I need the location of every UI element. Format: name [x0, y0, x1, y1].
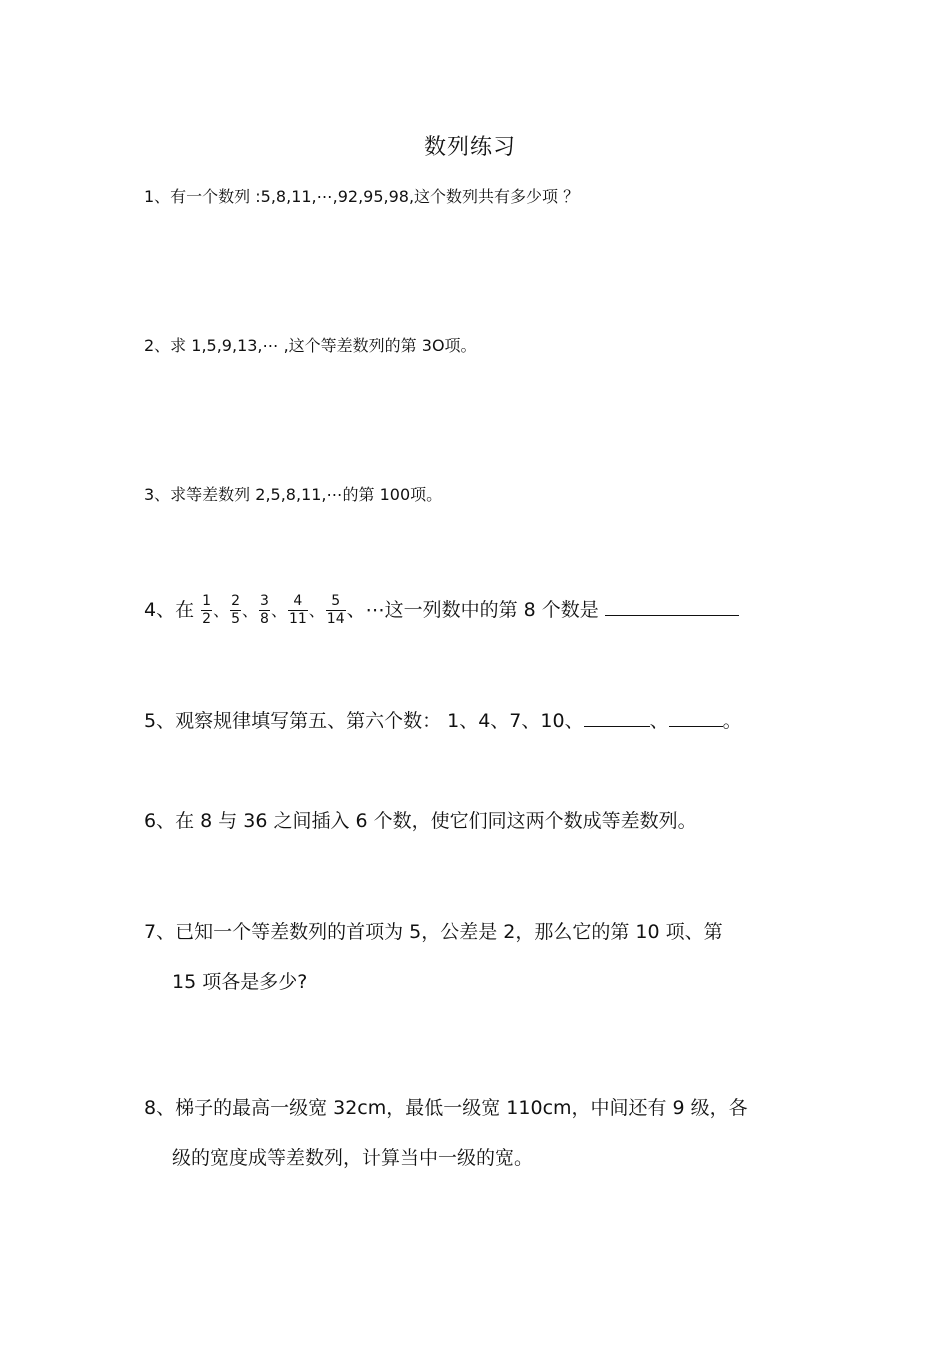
fraction-2: $\frac{2}{5}$ [231, 593, 240, 627]
fraction-4: $\frac{4}{11}$ [288, 593, 307, 627]
answer-blank-6[interactable] [669, 708, 723, 727]
fraction-separator: 、 [270, 601, 287, 620]
answer-blank-5[interactable] [584, 708, 650, 727]
fraction-5: $\frac{5}{14}$ [326, 593, 345, 627]
fraction-3: $\frac{3}{8}$ [260, 593, 269, 627]
fraction-separator: 、 [213, 601, 230, 620]
question-4-prefix: 4、在 [144, 599, 195, 621]
question-4-suffix: 、⋯这一列数中的第 8 个数是 [346, 599, 599, 621]
question-6: 6、在 8 与 36 之间插入 6 个数，使它们同这两个数成等差数列。 [144, 810, 697, 832]
question-5-mid: 、 [649, 710, 669, 732]
question-8-line-1: 8、梯子的最高一级宽 32cm，最低一级宽 110cm，中间还有 9 级，各 [144, 1097, 748, 1119]
fraction-separator: 、 [308, 601, 325, 620]
fraction-1: $\frac{1}{2}$ [202, 593, 212, 627]
question-4 [144, 593, 739, 628]
question-3: 3、求等差数列 2,5,8,11,⋯的第 100项。 [144, 485, 443, 504]
question-7-line-2: 15 项各是多少? [172, 971, 308, 993]
question-5-end: 。 [722, 710, 742, 732]
question-1: 1、有一个数列 :5,8,11,⋯,92,95,98,这个数列共有多少项 ？ [144, 187, 580, 206]
fraction-separator: 、 [242, 601, 259, 620]
page-title: 数列练习 [423, 135, 516, 160]
question-5 [144, 706, 742, 733]
answer-blank[interactable] [605, 597, 739, 616]
question-2: 2、求 1,5,9,13,⋯ ,这个等差数列的第 3O项。 [144, 336, 477, 355]
question-5-text: 5、观察规律填写第五、第六个数： 1、4、7、10、 [144, 710, 584, 732]
question-7-line-1: 7、已知一个等差数列的首项为 5，公差是 2，那么它的第 10 项、第 [144, 921, 723, 943]
question-8-line-2: 级的宽度成等差数列，计算当中一级的宽。 [172, 1147, 534, 1169]
